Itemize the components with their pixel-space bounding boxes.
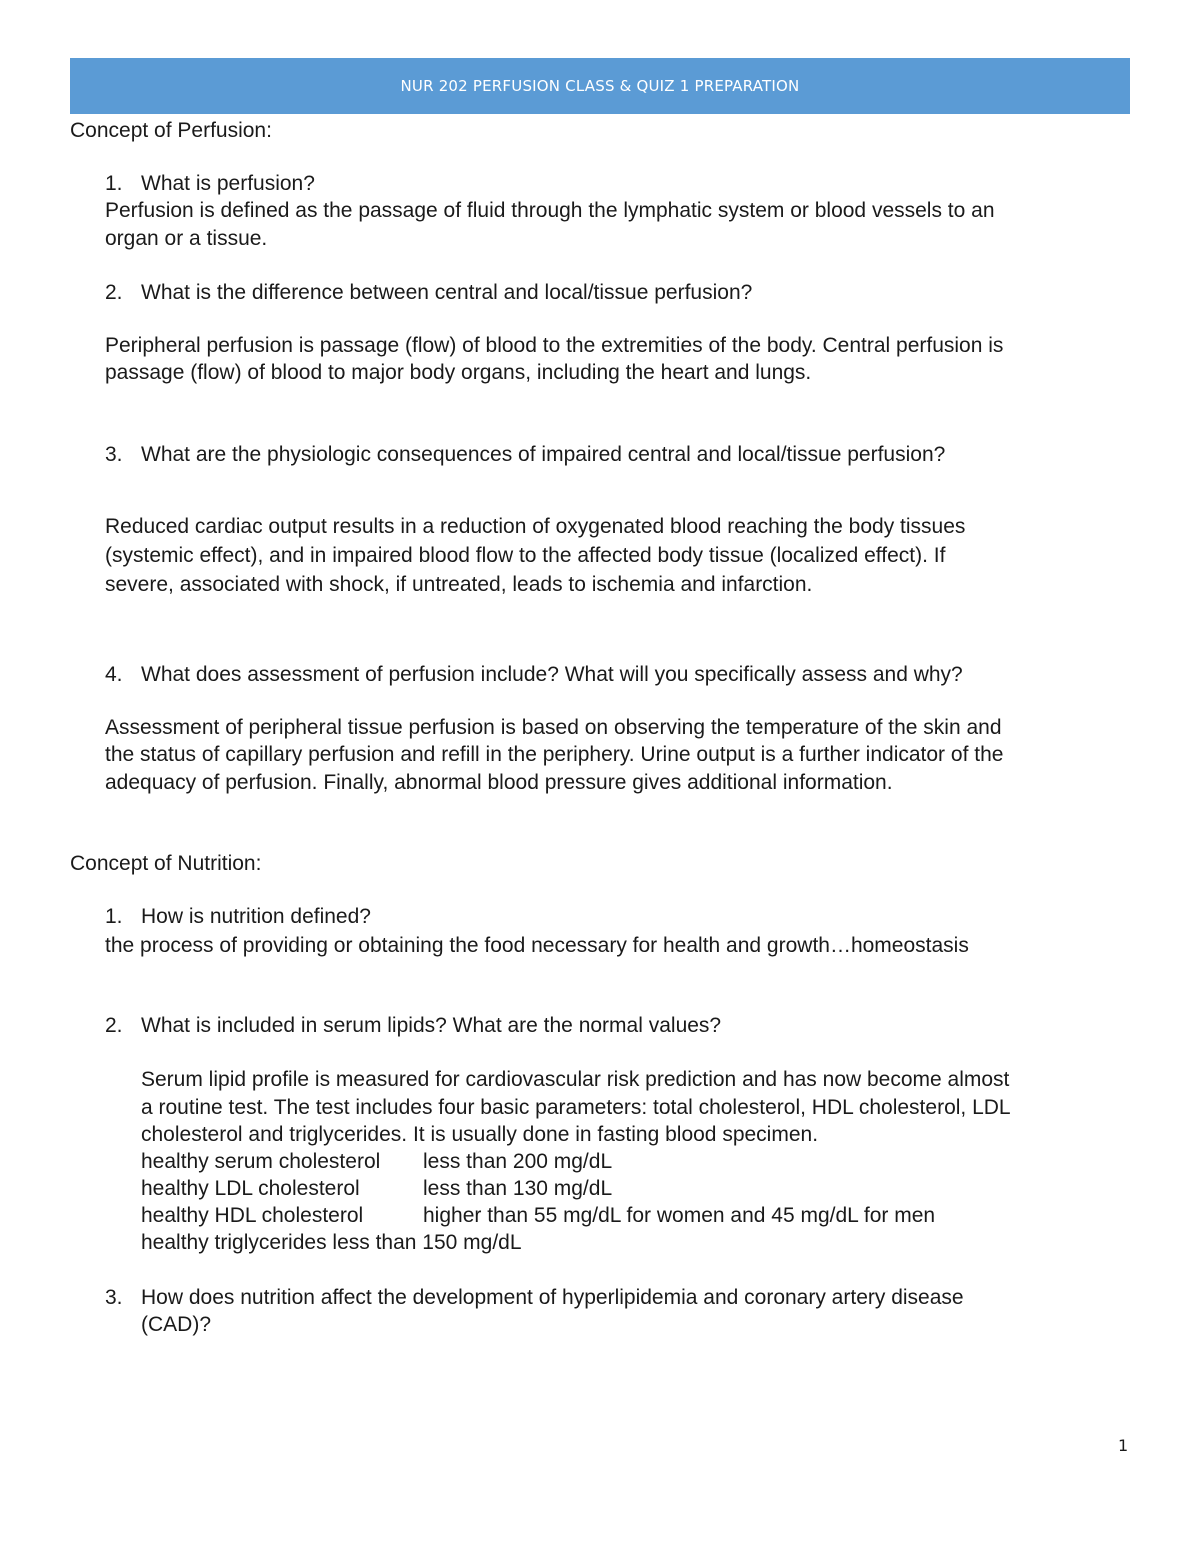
question-text: What is included in serum lipids? What are the normal values? <box>141 1014 722 1037</box>
question-number: 4. <box>105 663 123 686</box>
question-number: 3. <box>105 1286 123 1309</box>
question-text: How does nutrition affect the development of hyperlipidemia and coronary artery disease <box>141 1286 964 1309</box>
question-number: 2. <box>105 281 123 304</box>
question-number: 1. <box>105 905 123 928</box>
section-title-nutrition: Concept of Nutrition: <box>70 852 262 875</box>
answer-line: organ or a tissue. <box>105 227 268 250</box>
lipid-label: healthy serum cholesterol <box>141 1150 381 1173</box>
answer-line: a routine test. The test includes four basic parameters: total cholesterol, HDL cholesterol, LDL <box>141 1096 1011 1119</box>
question-text: What does assessment of perfusion include? What will you specifically assess and why? <box>141 663 963 686</box>
page-number: 1 <box>1118 1436 1129 1455</box>
answer-line: Peripheral perfusion is passage (flow) of blood to the extremities of the body. Central perfusion is <box>105 334 1004 357</box>
question-text: What are the physiologic consequences of impaired central and local/tissue perfusion? <box>141 443 946 466</box>
answer-line: Serum lipid profile is measured for cardiovascular risk prediction and has now become almost <box>141 1068 1010 1091</box>
question-number: 1. <box>105 172 123 195</box>
lipid-value: less than 200 mg/dL <box>423 1150 613 1173</box>
answer-line: the status of capillary perfusion and refill in the periphery. Urine output is a further indicator of the <box>105 743 1004 766</box>
question-text: What is perfusion? <box>141 172 315 195</box>
lipid-label: healthy triglycerides less than 150 mg/dL <box>141 1231 522 1254</box>
answer-line: cholesterol and triglycerides. It is usually done in fasting blood specimen. <box>141 1123 819 1146</box>
answer-line: Perfusion is defined as the passage of fluid through the lymphatic system or blood vessels to an <box>105 199 995 222</box>
question-text: How is nutrition defined? <box>141 905 371 928</box>
lipid-label: healthy HDL cholesterol <box>141 1204 364 1227</box>
answer-line: (systemic effect), and in impaired blood flow to the affected body tissue (localized effect). If <box>105 544 946 567</box>
answer-line: passage (flow) of blood to major body organs, including the heart and lungs. <box>105 361 812 384</box>
lipid-value: less than 130 mg/dL <box>423 1177 613 1200</box>
answer-line: severe, associated with shock, if untreated, leads to ischemia and infarction. <box>105 573 813 596</box>
lipid-value: higher than 55 mg/dL for women and 45 mg/dL for men <box>423 1204 936 1227</box>
document-header <box>70 58 1130 114</box>
question-number: 3. <box>105 443 123 466</box>
question-text: What is the difference between central and local/tissue perfusion? <box>141 281 753 304</box>
answer-line: adequacy of perfusion. Finally, abnormal blood pressure gives additional information. <box>105 771 893 794</box>
answer-line: Reduced cardiac output results in a reduction of oxygenated blood reaching the body tissues <box>105 515 966 538</box>
answer-line: the process of providing or obtaining the food necessary for health and growth…homeostasis <box>105 934 969 957</box>
question-number: 2. <box>105 1014 123 1037</box>
answer-line: Assessment of peripheral tissue perfusion is based on observing the temperature of the skin and <box>105 716 1002 739</box>
question-text: (CAD)? <box>141 1313 212 1336</box>
lipid-label: healthy LDL cholesterol <box>141 1177 360 1200</box>
section-title-perfusion: Concept of Perfusion: <box>70 119 272 142</box>
header-title: NUR 202 PERFUSION CLASS & QUIZ 1 PREPARATION <box>400 77 800 95</box>
